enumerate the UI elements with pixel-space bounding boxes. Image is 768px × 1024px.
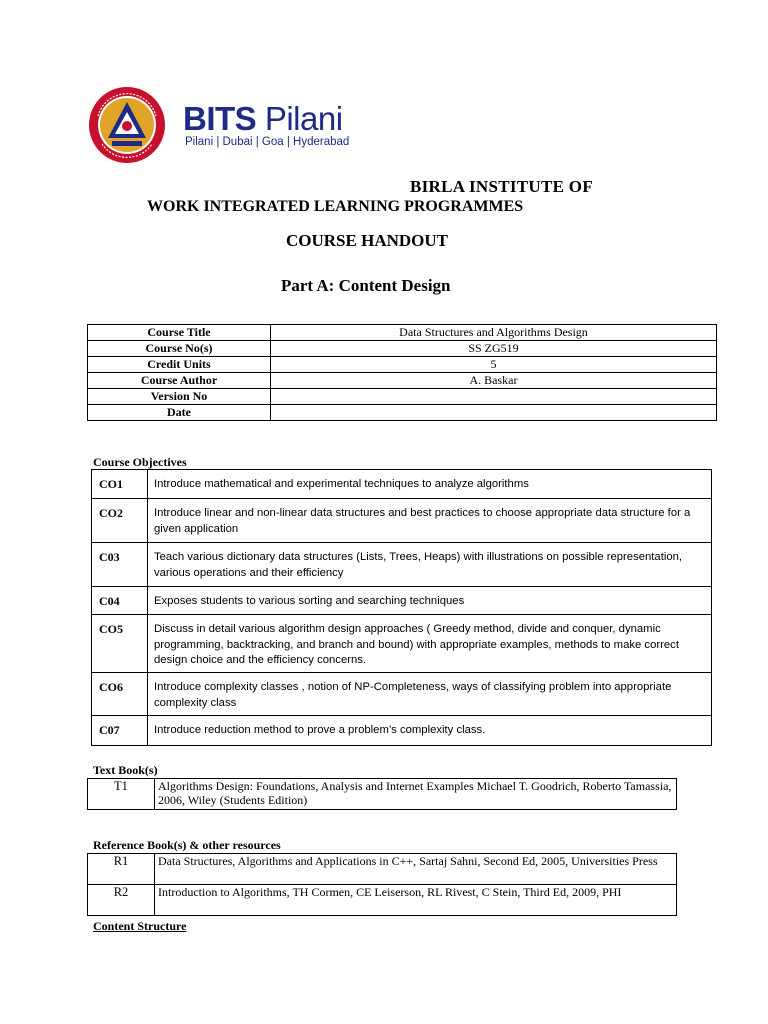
info-value	[271, 389, 717, 405]
info-label: Version No	[88, 389, 271, 405]
campus-list: Pilani | Dubai | Goa | Hyderabad	[185, 136, 350, 148]
bits-pilani-logo	[88, 86, 388, 168]
objective-code: C03	[92, 543, 148, 587]
objective-text: Introduce reduction method to prove a problem’s complexity class.	[148, 716, 712, 746]
institute-seal-icon	[88, 86, 166, 164]
objective-code: CO1	[92, 470, 148, 499]
info-row	[88, 341, 717, 357]
info-row	[88, 325, 717, 341]
objective-code: CO6	[92, 673, 148, 716]
info-value: A. Baskar	[271, 373, 717, 389]
objective-row	[92, 673, 712, 716]
objective-code: C04	[92, 587, 148, 615]
content-structure-title: Content Structure	[93, 919, 187, 933]
info-row	[88, 357, 717, 373]
info-row	[88, 373, 717, 389]
brand-name: BITS Pilani	[183, 100, 343, 137]
objective-code: CO2	[92, 499, 148, 543]
objective-code: CO5	[92, 615, 148, 673]
info-value: Data Structures and Algorithms Design	[271, 325, 717, 341]
info-row	[88, 389, 717, 405]
book-text: Data Structures, Algorithms and Applications in C++, Sartaj Sahni, Second Ed, 2005, Universities Press	[155, 854, 677, 885]
document-title: COURSE HANDOUT	[286, 231, 448, 250]
info-label: Course Title	[88, 325, 271, 341]
objective-row	[92, 716, 712, 746]
course-info-table	[87, 324, 717, 421]
objectives-title: Course Objectives	[93, 455, 187, 469]
objective-row	[92, 470, 712, 499]
objective-text: Discuss in detail various algorithm design approaches ( Greedy method, divide and conquer, dynamic programming, backtracking, and branch and bound) with appropriate examples, methods to make correct design choice and the efficiency concerns.	[148, 615, 712, 673]
book-id: R2	[88, 885, 155, 916]
book-row	[88, 779, 677, 810]
book-id: T1	[88, 779, 155, 810]
institute-heading: BIRLA INSTITUTE OF	[410, 177, 594, 196]
objectives-table	[91, 469, 712, 746]
objective-row	[92, 615, 712, 673]
info-value: 5	[271, 357, 717, 373]
part-title: Part A: Content Design	[281, 276, 451, 295]
text-books-table	[87, 778, 677, 810]
info-value	[271, 405, 717, 421]
objective-row	[92, 499, 712, 543]
programme-heading: WORK INTEGRATED LEARNING PROGRAMMES	[147, 198, 524, 215]
objective-text: Introduce complexity classes , notion of NP-Completeness, ways of classifying problem into appropriate complexity class	[148, 673, 712, 716]
book-id: R1	[88, 854, 155, 885]
info-label: Course No(s)	[88, 341, 271, 357]
text-books-title: Text Book(s)	[93, 763, 158, 777]
info-label: Date	[88, 405, 271, 421]
objective-text: Introduce linear and non-linear data structures and best practices to choose appropriate data structure for a given application	[148, 499, 712, 543]
objective-text: Teach various dictionary data structures (Lists, Trees, Heaps) with illustrations on possible representation, various operations and their efficiency	[148, 543, 712, 587]
objective-text: Introduce mathematical and experimental techniques to analyze algorithms	[148, 470, 712, 499]
objective-row	[92, 587, 712, 615]
book-row	[88, 885, 677, 916]
reference-books-title: Reference Book(s) & other resources	[93, 838, 281, 852]
reference-books-table	[87, 853, 677, 916]
book-text: Introduction to Algorithms, TH Cormen, CE Leiserson, RL Rivest, C Stein, Third Ed, 2009, PHI	[155, 885, 677, 916]
info-label: Credit Units	[88, 357, 271, 373]
book-text: Algorithms Design: Foundations, Analysis and Internet Examples Michael T. Goodrich, Roberto Tamassia, 2006, Wiley (Students Edition)	[155, 779, 677, 810]
objective-code: C07	[92, 716, 148, 746]
info-row	[88, 405, 717, 421]
objective-row	[92, 543, 712, 587]
info-label: Course Author	[88, 373, 271, 389]
book-row	[88, 854, 677, 885]
info-value: SS ZG519	[271, 341, 717, 357]
objective-text: Exposes students to various sorting and searching techniques	[148, 587, 712, 615]
